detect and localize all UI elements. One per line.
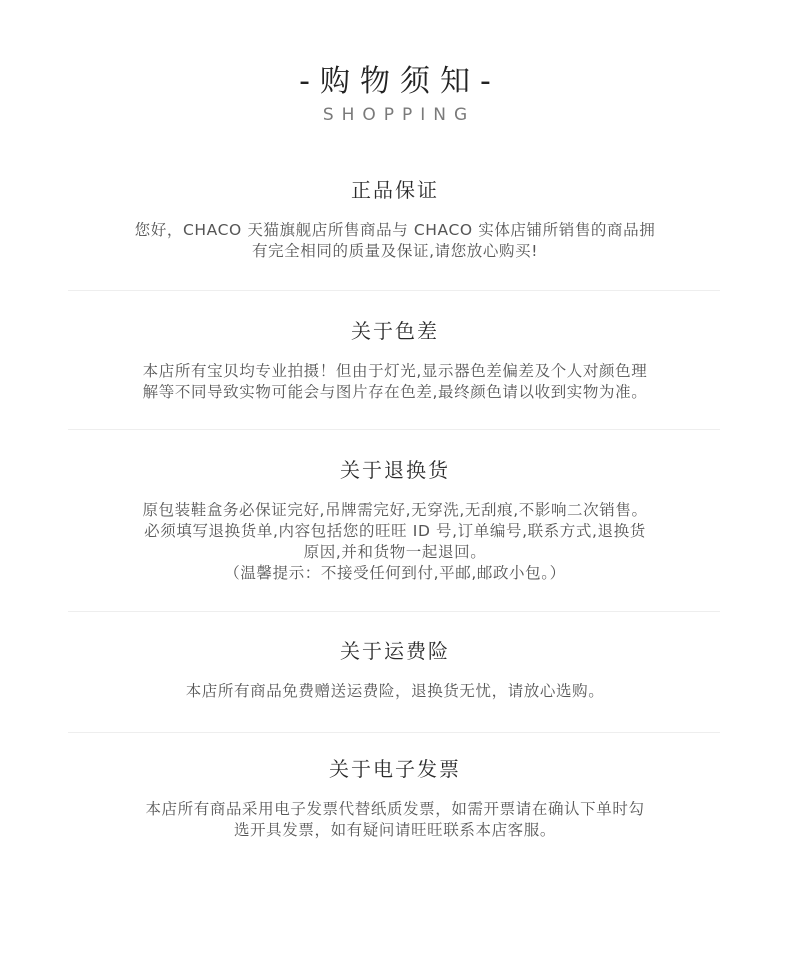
section-body xyxy=(90,681,700,702)
section-divider xyxy=(68,611,720,612)
body-line: 解等不同导致实物可能会与图片存在色差,最终颜色请以收到实物为准。 xyxy=(142,383,648,401)
page-title: -购物须知- xyxy=(299,64,501,99)
body-line: 本店所有宝贝均专业拍摄！但由于灯光,显示器色差偏差及个人对颜色理 xyxy=(142,362,648,380)
section-title: 关于色差 xyxy=(351,319,439,343)
section-returns xyxy=(0,456,790,584)
section-body xyxy=(90,799,700,841)
body-line: 本店所有商品免费赠送运费险，退换货无忧，请放心选购。 xyxy=(185,682,605,700)
page-header xyxy=(0,62,790,126)
body-line: （温馨提示：不接受任何到付,平邮,邮政小包。） xyxy=(224,564,566,582)
body-line: 原包装鞋盒务必保证完好,吊牌需完好,无穿洗,无刮痕,不影响二次销售。 xyxy=(142,501,648,519)
section-title: 关于退换货 xyxy=(340,458,450,482)
page-subtitle: SHOPPING xyxy=(322,105,476,125)
body-line: 您好，CHACO 天猫旗舰店所售商品与 CHACO 实体店铺所销售的商品拥 xyxy=(134,221,656,239)
section-divider xyxy=(68,732,720,733)
section-title: 正品保证 xyxy=(351,178,439,202)
body-line: 选开具发票，如有疑问请旺旺联系本店客服。 xyxy=(233,821,556,839)
body-line: 原因,并和货物一起退回。 xyxy=(303,543,487,561)
section-divider xyxy=(68,290,720,291)
section-title: 关于运费险 xyxy=(340,639,450,663)
section-body xyxy=(90,500,700,584)
body-line: 必须填写退换货单,内容包括您的旺旺 ID 号,订单编号,联系方式,退换货 xyxy=(144,522,646,540)
section-body xyxy=(90,361,700,403)
body-line: 有完全相同的质量及保证,请您放心购买! xyxy=(251,242,539,260)
section-electronic-invoice xyxy=(0,755,790,841)
section-divider xyxy=(68,429,720,430)
section-body xyxy=(90,220,700,262)
body-line: 本店所有商品采用电子发票代替纸质发票，如需开票请在确认下单时勾 xyxy=(145,800,645,818)
section-shipping-insurance xyxy=(0,637,790,702)
section-title: 关于电子发票 xyxy=(329,757,461,781)
section-authenticity-guarantee xyxy=(0,176,790,262)
section-color-difference xyxy=(0,317,790,403)
